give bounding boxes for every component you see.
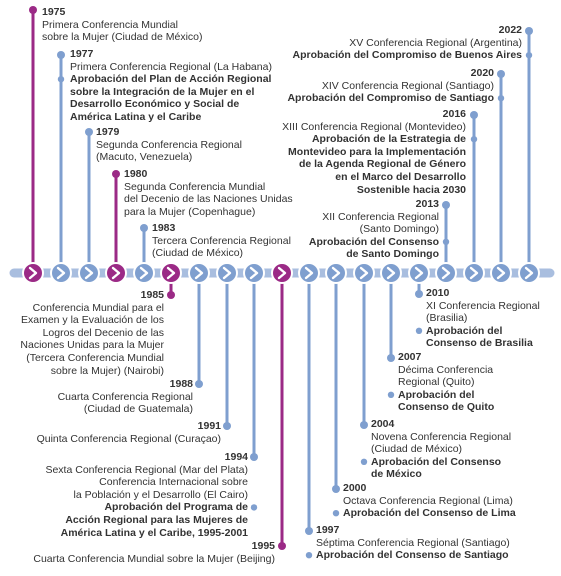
event-1983-line: Tercera Conferencia Regional [152,234,291,247]
event-1985-line: sobre la Mujer) (Nairobi) [50,364,164,377]
event-1975-year: 1975 [42,6,66,18]
event-1994-line: Aprobación del Programa de [104,501,248,514]
event-2022-line: Aprobación del Compromiso de Buenos Aires [292,49,522,62]
event-2000-dot [332,485,340,493]
event-2010-line: Aprobación del [426,324,503,337]
event-1988-node [189,263,209,283]
event-2016-line: XIII Conferencia Regional (Montevideo) [282,120,466,133]
event-2013-dot [442,201,450,209]
event-2004-sub-dot [361,459,367,465]
event-1983-line: (Ciudad de México) [152,247,244,260]
event-1975-line: sobre la Mujer (Ciudad de México) [42,31,203,44]
event-2010-line: XI Conferencia Regional [426,299,540,312]
event-2016-line: Montevideo para la Implementación [288,145,466,158]
event-2022-dot [525,27,533,35]
event-2000-line: Aprobación del Consenso de Lima [343,507,516,520]
event-2000-node [326,263,346,283]
event-2007-sub-dot [388,392,394,398]
event-1991-line: Quinta Conferencia Regional (Curaçao) [36,432,221,445]
event-2020-sub-dot [498,95,504,101]
event-1994-dot [250,453,258,461]
event-2004-line: (Ciudad de México) [371,443,463,456]
event-1977-line: sobre la Integración de la Mujer en el [70,85,255,98]
event-1994-year: 1994 [224,451,248,463]
event-1977-label [70,48,272,124]
event-2022-year: 2022 [498,24,522,36]
event-1980-node [106,263,126,283]
event-2020-line: Aprobación del Compromiso de Santiago [287,92,494,105]
event-1995-dot [278,542,286,550]
event-2000-year: 2000 [343,482,367,494]
event-1975-node [23,263,43,283]
event-1991-label [37,420,221,445]
event-2007-node [381,263,401,283]
event-1988-line: (Ciudad de Guatemala) [83,403,193,416]
event-2007-line: Regional (Quito) [398,376,475,389]
event-1983-label [152,222,291,260]
event-2000-sub-dot [333,510,339,516]
event-2022-sub-dot [526,52,532,58]
event-2022-line: XV Conferencia Regional (Argentina) [349,36,522,49]
event-1991-year: 1991 [197,420,221,432]
event-2010-sub-dot [416,328,422,334]
event-2016-line: de la Agenda Regional de Género [298,158,466,171]
event-1985-line: Logros del Decenio de las [42,326,164,339]
event-2007-label [398,351,494,414]
event-1997-sub-dot [306,552,312,558]
event-1985-line: Conferencia Mundial para el [32,301,164,314]
event-2000-line: Octava Conferencia Regional (Lima) [343,494,513,507]
event-1977-line: América Latina y el Caribe [70,110,202,123]
event-1980-line: del Decenio de las Naciones Unidas [124,193,293,206]
event-1995-line: Cuarta Conferencia Mundial sobre la Mujer (Beijing) [33,552,275,565]
event-1997-year: 1997 [316,524,340,536]
event-2022-label [293,24,522,62]
event-1995-node [272,263,292,283]
event-2016-year: 2016 [442,108,466,120]
event-2007-line: Aprobación del [398,388,475,401]
event-1979-year: 1979 [96,126,120,138]
event-1988-dot [195,380,203,388]
event-1977-line: Primera Conferencia Regional (La Habana) [70,60,272,73]
event-1988-label [58,378,193,416]
event-1985-line: Examen y la Evaluación de los [21,314,164,327]
event-2000-label [343,482,516,520]
event-1995-year: 1995 [251,540,275,552]
event-2020-year: 2020 [470,67,494,79]
event-2007-year: 2007 [398,351,422,363]
event-1975-line: Primera Conferencia Mundial [42,18,178,31]
event-1985-line: (Tercera Conferencia Mundial [26,351,164,364]
event-1983-year: 1983 [152,222,176,234]
event-2016-sub-dot [471,136,477,142]
event-2010-line: Consenso de Brasilia [426,337,533,350]
event-1994-line: Sexta Conferencia Regional (Mar del Plata) [45,463,248,476]
event-2013-year: 2013 [415,198,439,210]
event-2020-dot [497,70,505,78]
event-2010-node [409,263,429,283]
event-2010-line: (Brasilia) [426,312,468,325]
event-1980-year: 1980 [124,168,148,180]
event-2010-dot [415,290,423,298]
event-1983-dot [140,224,148,232]
event-1997-label [316,524,510,562]
event-1979-node [79,263,99,283]
event-1994-line: la Población y el Desarrollo (El Cairo) [73,488,248,501]
event-2016-node [464,263,484,283]
event-1985-node [161,263,181,283]
event-1975-dot [29,6,37,14]
event-2004-dot [360,421,368,429]
event-2016-dot [470,111,478,119]
event-2020-node [491,263,511,283]
event-1977-line: Desarrollo Económico y Social de [70,98,240,111]
event-1980-dot [112,170,120,178]
event-2016-line: Sostenible hacia 2030 [356,183,466,196]
event-1994-node [244,263,264,283]
event-2007-dot [387,354,395,362]
event-1997-dot [305,527,313,535]
event-2004-year: 2004 [371,418,395,430]
event-2020-line: XIV Conferencia Regional (Santiago) [321,79,494,92]
event-1997-node [299,263,319,283]
event-2004-line: Aprobación del Consenso [371,455,502,468]
event-1977-year: 1977 [70,48,94,60]
event-1980-line: Segunda Conferencia Mundial [124,180,266,193]
event-1980-line: para la Mujer (Copenhague) [124,205,256,218]
event-1979-label [96,126,242,164]
event-1988-year: 1988 [169,378,193,390]
event-2010-label [426,287,540,350]
event-2004-line: de México [371,468,422,481]
event-2013-label [309,198,439,261]
event-2013-sub-dot [443,239,449,245]
event-2004-label [371,418,511,481]
event-1997-line: Aprobación del Consenso de Santiago [316,549,509,562]
event-2020-label [287,67,494,105]
event-2022-node [519,263,539,283]
event-1991-node [217,263,237,283]
event-1980-label [124,168,293,218]
event-1994-line: Conferencia Internacional sobre [99,476,248,489]
event-2013-line: (Santo Domingo) [359,223,439,236]
event-1985-line: Naciones Unidas para la Mujer [20,339,164,352]
event-2013-node [436,263,456,283]
event-1997-line: Séptima Conferencia Regional (Santiago) [316,536,510,549]
event-1979-dot [85,128,93,136]
event-1988-line: Cuarta Conferencia Regional [57,390,193,403]
event-1983-node [134,263,154,283]
event-1979-line: (Macuto, Venezuela) [96,151,193,164]
event-1979-line: Segunda Conferencia Regional [96,138,242,151]
event-2016-line: Aprobación de la Estrategia de [311,133,466,146]
event-2013-line: XII Conferencia Regional [322,210,439,223]
event-2013-line: Aprobación del Consenso [308,235,439,248]
event-2010-year: 2010 [426,287,450,299]
event-1985-dot [167,291,175,299]
event-1977-line: Aprobación del Plan de Acción Regional [70,73,272,86]
event-1994-line: Acción Regional para las Mujeres de [65,513,248,526]
event-1994-sub-dot [251,504,257,510]
event-2016-label [282,108,466,196]
event-2007-line: Consenso de Quito [398,401,495,414]
event-1977-sub-dot [58,76,64,82]
event-1985-label [20,289,164,377]
event-2007-line: Décima Conferencia [398,363,494,376]
event-2013-line: de Santo Domingo [346,248,439,261]
event-1995-label [33,540,275,565]
event-1994-label [45,451,248,539]
event-1994-line: América Latina y el Caribe, 1995-2001 [60,526,248,539]
event-1991-dot [223,422,231,430]
event-1977-dot [57,51,65,59]
event-2004-line: Novena Conferencia Regional [371,430,512,443]
event-1985-year: 1985 [140,289,164,301]
event-1975-label [42,6,202,44]
event-2016-line: en el Marco del Desarrollo [335,170,466,183]
event-2004-node [354,263,374,283]
event-1977-node [51,263,71,283]
